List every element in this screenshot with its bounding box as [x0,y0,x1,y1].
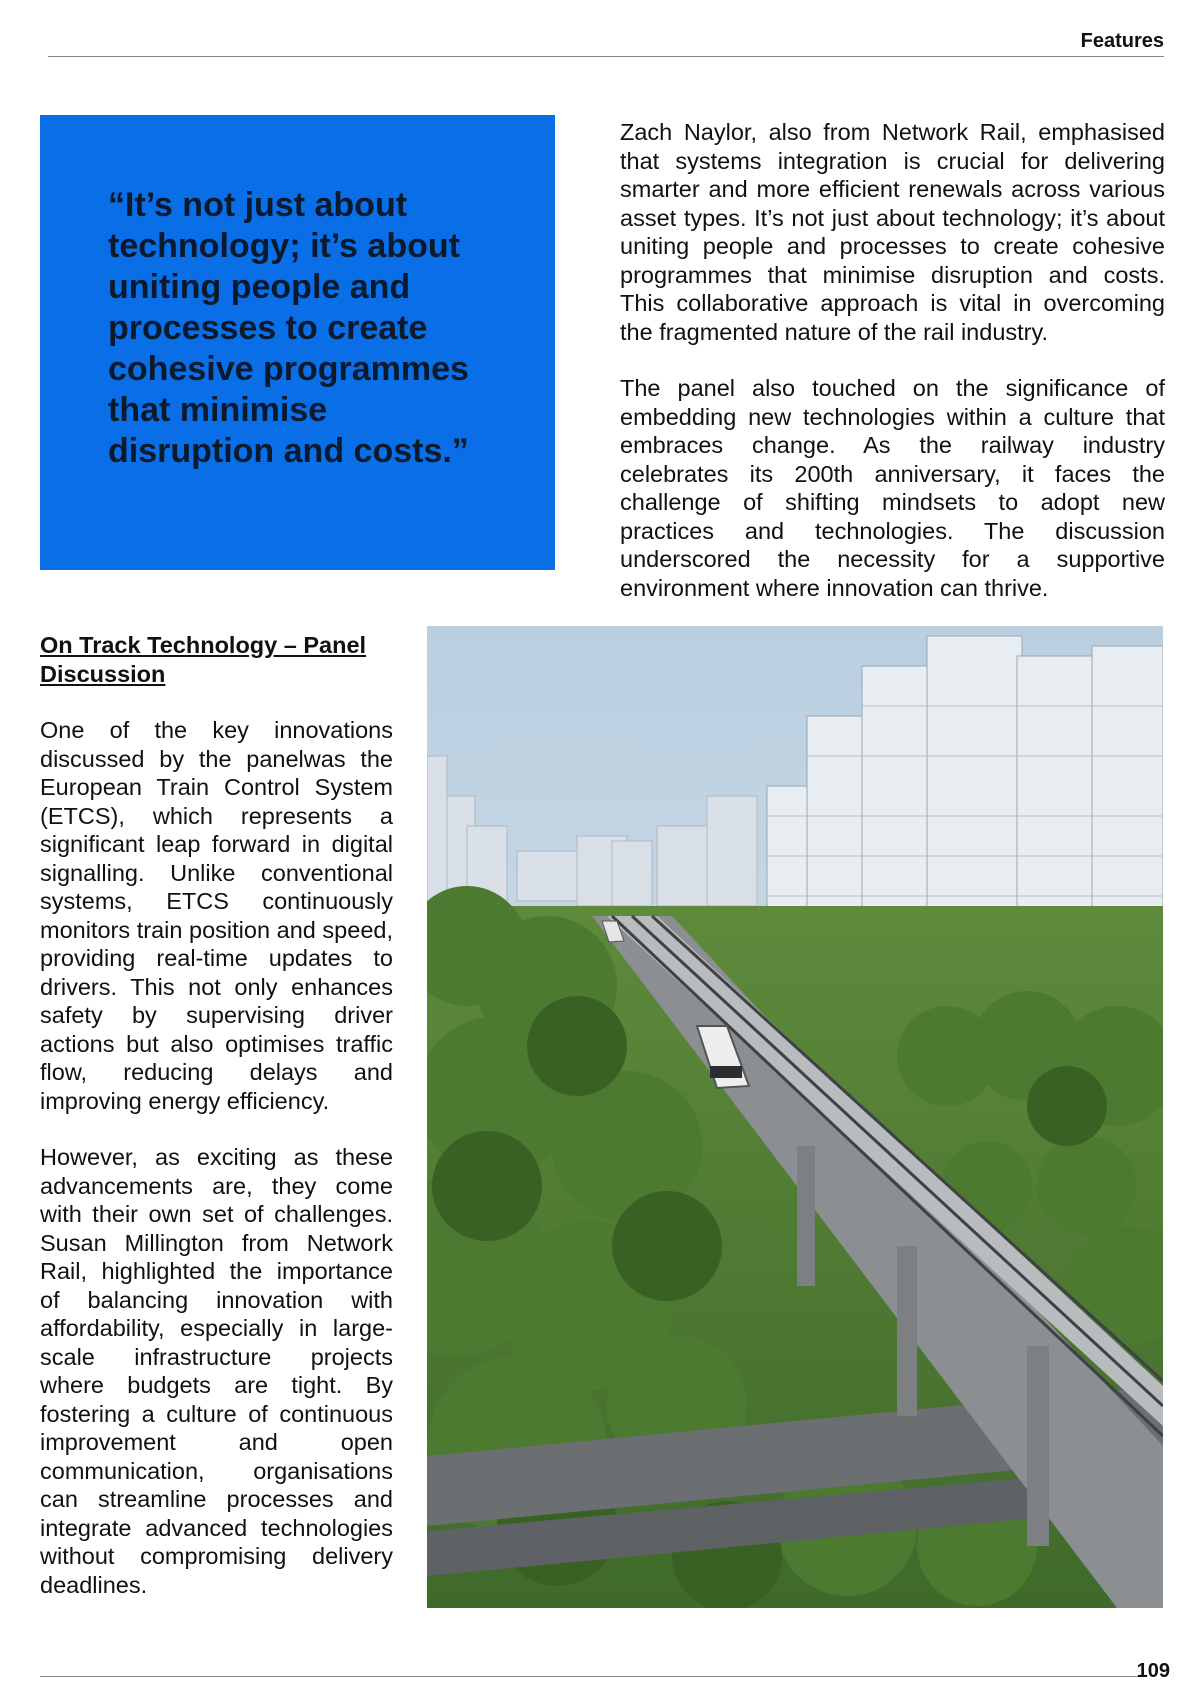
section-heading: On Track Technology – Panel Discussion [40,632,367,687]
pull-quote-box [40,115,555,570]
header-divider [48,56,1164,57]
right-paragraph-2: The panel also touched on the significance of embedding new technologies within a culture that embraces change. As the railway industry celebrates its 200th anniversary, it faces the challenge of shifting mindsets to adopt new practices and technologies. The discussion underscored the necessity for a supportive environment where innovation can thrive. [620,375,1165,601]
pull-quote-text: “It’s not just about technology; it’s about uniting people and processes to create cohesive programmes that minimise disruption and costs.” [108,186,469,470]
right-paragraph-1: Zach Naylor, also from Network Rail, emphasised that systems integration is crucial for delivering smarter and more efficient renewals across various asset types. It’s not just about technology; it’s about uniting people and processes to create cohesive programmes that minimise disruption and costs. This collaborative approach is vital in overcoming the fragmented nature of the rail industry. [620,119,1165,345]
footer-divider [40,1676,1140,1677]
page-number: 109 [1136,1660,1170,1682]
elevated-railway-photo [427,626,1163,1608]
left-paragraph-1: One of the key innovations discussed by the panelwas the European Train Control System (ETCS), which represents a significant leap forward in digital signalling. Unlike conventional systems, ETCS continuously monitors train position and speed, providing real-time updates to drivers. This not only enhances safety by supervising driver actions but also optimises traffic flow, reducing delays and improving energy efficiency. [40,717,393,1114]
section-label: Features [1080,30,1164,52]
left-column [40,631,393,1627]
right-column [620,118,1165,630]
left-paragraph-2: However, as exciting as these advancements are, they come with their own set of challenges. Susan Millington from Network Rail, highlighted the importance of balancing innovation with affordability, especially in large-scale infrastructure projects where budgets are tight. By fostering a culture of continuous improvement and open communication, organisations can streamline processes and integrate advanced technologies without compromising delivery deadlines. [40,1144,393,1598]
